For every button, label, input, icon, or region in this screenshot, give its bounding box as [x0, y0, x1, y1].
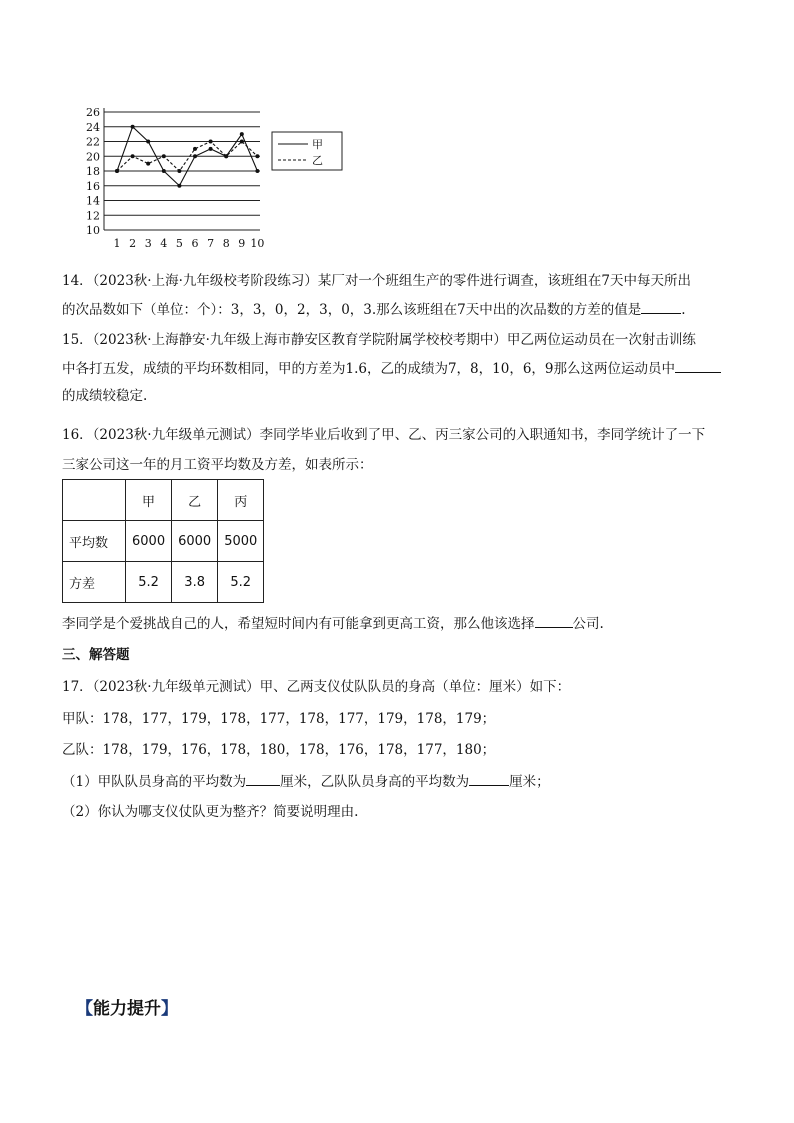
q15-answer-blank[interactable] — [675, 358, 721, 373]
chart-grid — [104, 112, 260, 230]
data-point — [209, 140, 213, 144]
q17-answer-blank-b[interactable] — [469, 771, 509, 786]
q14-line2 — [62, 299, 686, 320]
q17-sub1-b: 厘米，乙队队员身高的平均数为 — [280, 774, 470, 790]
table-cell: 丙 — [218, 480, 264, 521]
y-tick-label: 22 — [86, 135, 100, 149]
q17-team-b: 乙队：178，179，176，178，180，178，176，178，177，180； — [62, 742, 496, 758]
ability-title: 能力提升 — [93, 999, 161, 1019]
x-tick-label: 2 — [129, 237, 137, 250]
bracket-close: 】 — [161, 999, 178, 1019]
table-cell: 6000 — [172, 521, 218, 562]
table-cell — [63, 480, 126, 521]
table-cell: 5.2 — [126, 562, 172, 603]
y-tick-label: 24 — [86, 120, 100, 134]
q17-sub1-a: （1）甲队队员身高的平均数为 — [62, 774, 247, 790]
data-point — [224, 154, 228, 158]
x-tick-label: 7 — [207, 237, 215, 250]
section-title: 三、解答题 — [62, 647, 130, 663]
data-point — [240, 140, 244, 144]
table-cell: 6000 — [126, 521, 172, 562]
data-point — [240, 132, 244, 136]
table-header-row — [63, 480, 264, 521]
ability-heading — [76, 994, 178, 1019]
q14-line1: 14．（2023秋·上海·九年级校考阶段练习）某厂对一个班组生产的零件进行调查，该班组在7天中每天所出 — [62, 273, 691, 289]
data-point — [162, 169, 166, 173]
table-cell: 方差 — [63, 562, 126, 603]
q16-after — [62, 613, 604, 634]
line-chart — [78, 100, 358, 252]
table-cell: 3.8 — [172, 562, 218, 603]
x-tick-label: 10 — [250, 237, 265, 250]
x-tick-label: 1 — [113, 237, 121, 250]
q16-answer-blank[interactable] — [535, 613, 573, 628]
table-cell: 平均数 — [63, 521, 126, 562]
data-point — [146, 162, 150, 166]
y-tick-label: 18 — [86, 165, 100, 178]
y-tick-label: 14 — [86, 194, 100, 208]
table-cell: 乙 — [172, 480, 218, 521]
chart-axes — [86, 106, 264, 250]
table-cell: 甲 — [126, 480, 172, 521]
data-point — [255, 169, 259, 173]
q17-sub1-c: 厘米； — [509, 774, 550, 790]
data-point — [131, 125, 135, 129]
x-tick-label: 5 — [175, 237, 183, 250]
table-cell: 5000 — [218, 521, 264, 562]
y-tick-label: 26 — [86, 106, 100, 119]
q17-answer-blank-a[interactable] — [246, 771, 280, 786]
q15-text: 中各打五发，成绩的平均环数相同，甲的方差为1.6，乙的成绩为7，8，10，6，9那么这两位运动员中 — [62, 361, 676, 377]
q16-line1: 16．（2023秋·九年级单元测试）李同学毕业后收到了甲、乙、丙三家公司的入职通知书，李同学统计了一下 — [62, 427, 706, 443]
legend-label: 乙 — [312, 154, 323, 167]
legend-box — [272, 132, 342, 170]
data-point — [146, 140, 150, 144]
y-tick-label: 20 — [86, 150, 100, 164]
x-tick-label: 6 — [191, 237, 199, 250]
q16-after-text: 李同学是个爱挑战自己的人，希望短时间内有可能拿到更高工资，那么他该选择 — [62, 616, 535, 632]
data-point — [115, 169, 119, 173]
table-row — [63, 521, 264, 562]
q17-sub1 — [62, 771, 550, 792]
table-cell: 5.2 — [218, 562, 264, 603]
q15-line2 — [62, 358, 721, 379]
q17-sub2: （2）你认为哪支仪仗队更为整齐？简要说明理由. — [62, 804, 359, 820]
bracket-open: 【 — [76, 999, 93, 1019]
chart-legend — [272, 132, 342, 170]
data-point — [193, 154, 197, 158]
data-point — [209, 147, 213, 151]
x-tick-label: 8 — [222, 237, 230, 250]
q14-answer-blank[interactable] — [641, 299, 681, 314]
q17-line1: 17．（2023秋·九年级单元测试）甲、乙两支仪仗队队员的身高（单位：厘米）如下： — [62, 679, 571, 695]
x-tick-label: 9 — [238, 237, 246, 250]
x-tick-label: 4 — [160, 237, 168, 250]
q14-end: . — [681, 302, 686, 318]
salary-table — [62, 479, 264, 603]
data-point — [193, 147, 197, 151]
data-point — [131, 154, 135, 158]
y-tick-label: 10 — [86, 224, 100, 237]
data-point — [162, 154, 166, 158]
legend-label: 甲 — [312, 138, 323, 151]
q15-line3: 的成绩较稳定. — [62, 388, 148, 404]
q16-line2: 三家公司这一年的月工资平均数及方差，如表所示： — [62, 457, 373, 473]
data-point — [255, 154, 259, 158]
q14-text: 的次品数如下（单位：个）：3，3，0，2，3，0，3.那么该班组在7天中出的次品数的方差的值是 — [62, 302, 642, 318]
x-tick-label: 3 — [144, 237, 152, 250]
q15-line1: 15．（2023秋·上海静安·九年级上海市静安区教育学院附属学校校考期中）甲乙两位运动员在一次射击训练 — [62, 332, 696, 348]
y-tick-label: 12 — [86, 209, 100, 223]
data-point — [177, 169, 181, 173]
q16-after-end: 公司. — [572, 616, 604, 632]
y-tick-label: 16 — [86, 179, 100, 193]
data-point — [177, 184, 181, 188]
q17-team-a: 甲队：178，177，179，178，177，178，177，179，178，179； — [62, 711, 496, 727]
table-row — [63, 562, 264, 603]
